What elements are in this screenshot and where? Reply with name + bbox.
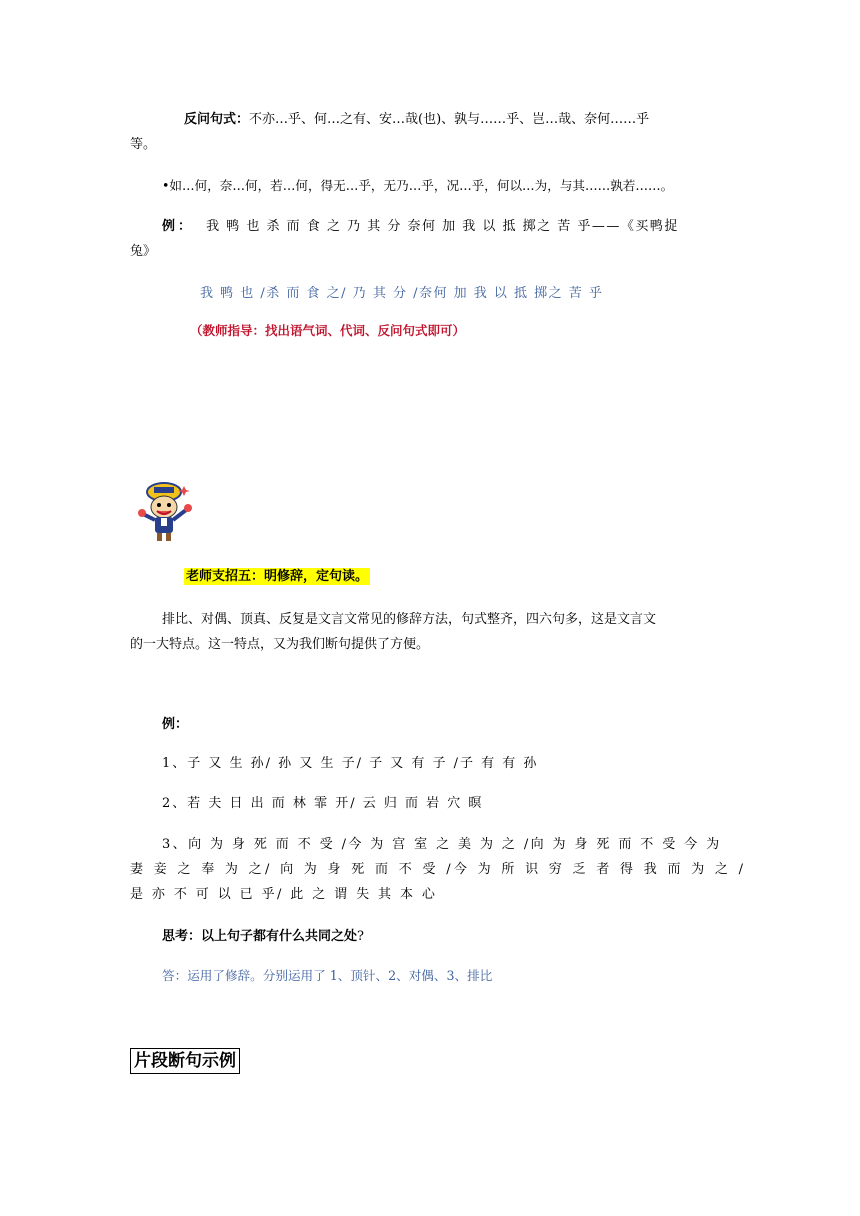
section-heading-text: 片段断句示例 [130, 1048, 240, 1074]
example-answer: 我 鸭 也 /杀 而 食 之/ 乃 其 分 /奈何 加 我 以 抵 掷之 苦 乎 [200, 286, 604, 301]
example-text-cont: 兔》 [130, 244, 157, 259]
tip5-example-2: 2、若 夫 日 出 而 林 霏 开/ 云 归 而 岩 穴 暝 [162, 796, 484, 811]
tip5-para-line2: 的一大特点。这一特点，又为我们断句提供了方便。 [130, 637, 430, 652]
cartoon-mascot-icon [134, 478, 200, 544]
tip5-example-3-line3: 是 亦 不 可 以 已 乎/ 此 之 谓 失 其 本 心 [130, 887, 438, 902]
example-label: 例： [162, 219, 195, 234]
think-question [162, 925, 364, 944]
rhetorical-example-line [162, 215, 679, 234]
rhetorical-line2: •如…何，奈…何，若…何，得无…乎，无乃…乎，况…乎，何以…为，与其……孰若……。 [162, 178, 674, 193]
tip5-example-label: 例： [162, 717, 189, 732]
rhetorical-label: 反问句式： [184, 112, 250, 127]
teacher-guidance: （教师指导：找出语气词、代词、反问句式即可） [190, 323, 466, 338]
tip5-title-text: 老师支招五：明修辞，定句读。 [186, 569, 369, 584]
tip5-example-3-line2: 妻 妾 之 奉 为 之/ 向 为 身 死 而 不 受 /今 为 所 识 穷 乏 者 得 我 而 为 之 / [130, 862, 747, 877]
think-answer: 答：运用了修辞。分别运用了 1、顶针、2、对偶、3、排比 [162, 968, 493, 983]
tip5-example-3-line1: 3、向 为 身 死 而 不 受 /今 为 宫 室 之 美 为 之 /向 为 身 死 而 不 受 今 为 [162, 837, 722, 852]
rhetorical-line1-cont: 等。 [130, 137, 157, 152]
think-label: 思考：以上句子都有什么共同之处 [162, 929, 358, 944]
rhetorical-patterns: 不亦…乎、何…之有、安…哉(也)、孰与……乎、岂…哉、奈何……乎 [249, 112, 650, 127]
section-heading [130, 1046, 240, 1071]
tip5-title [184, 565, 370, 584]
example-text: 我 鸭 也 杀 而 食 之 乃 其 分 奈何 加 我 以 抵 掷之 苦 乎——《买鸭捉 [206, 219, 679, 234]
think-question-mark: ? [357, 929, 364, 944]
rhetorical-line1 [184, 108, 649, 127]
tip5-example-1: 1、子 又 生 孙/ 孙 又 生 子/ 子 又 有 子 /子 有 有 孙 [162, 756, 539, 771]
tip5-para-line1: 排比、对偶、顶真、反复是文言文常见的修辞方法，句式整齐，四六句多，这是文言文 [162, 612, 657, 627]
